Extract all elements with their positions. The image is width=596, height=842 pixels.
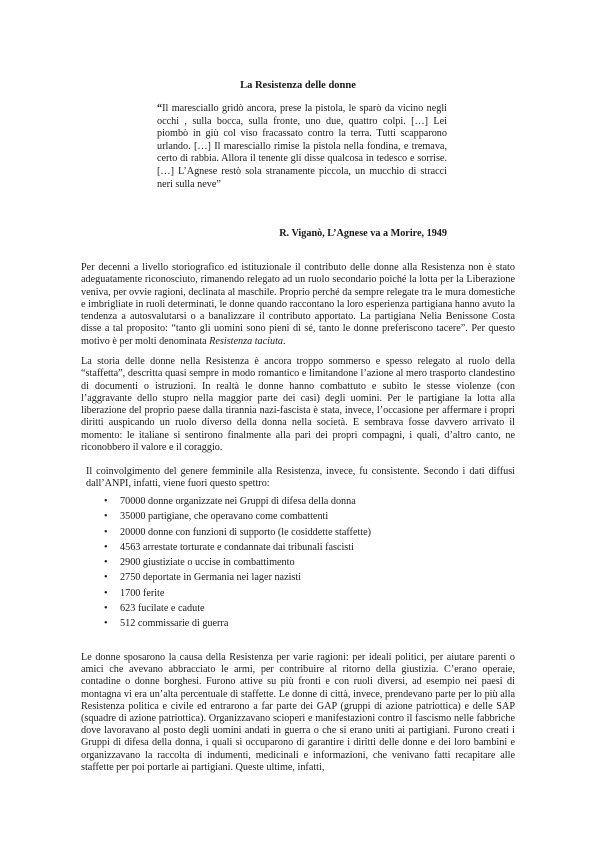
paragraph-4: Le donne sposarono la causa della Resistenza per varie ragioni: per ideali politici, per aiutare parenti o amici che avevano abbracciato le armi, per contribuire al ritorno della giustizia. C’erano operaie, contadine o donne borghesi. Furono attive su più fronti e con ruoli diversi, ad esempio nei paesi di montagna vi era un’alta percentuale di staffette. Le donne di città, invece, prendevano parte per lo più alla Resistenza politica e civile ed entrarono a far parte dei GAP (gruppi di azione patriottica) e delle SAP (squadre di azione patriottica). Organizzavano scioperi e manifestazioni contro il fascismo nelle fabbriche dove lavoravano al posto degli uomini andati in guerra o che si erano uniti ai partigiani. Furono creati i Gruppi di difesa della donna, i quali si occuparono di garantire i diritti delle donne e dei loro bambini e organizzavano la raccolta di indumenti, medicinali e informazioni, che venivano fatti recapitare alle staffette per poi portarle ai partigiani. Queste ultime, infatti, bbox=[81, 652, 515, 773]
paragraph-2: La storia delle donne nella Resistenza è ancora troppo sommerso e spesso relegato al ruolo della “staffetta”, descritta quasi sempre in modo romantico e limitandone l’azione al mero trasporto clandestino di documenti o istruzioni. In realtà le donne hanno combattuto e subito le stesse violenze (con l’aggravante dello stupro nella maggior parte dei casi) degli uomini. Per le partigiane la lotta alla liberazione del proprio paese dalla tirannia nazi-fascista è stata, invece, l’occasione per affermare i propri diritti auspicando un ruolo diverso della donna nella società. E sembrava fosse davvero arrivato il momento: le italiane si sentirono finalmente alla pari dei propri compagni, i quali, d’altro canto, ne riconobbero il valore e il coraggio. bbox=[81, 356, 515, 454]
paragraph-1-text: Per decenni a livello storiografico ed istituzionale il contributo delle donne alla Resistenza non è stato adeguatamente riconosciuto, rimanendo relegato ad un ruolo secondario poiché la lotta per la Liberazione veniva, per ovvie ragioni, declinata al maschile. Proprio perché da sempre relegate tra le mura domestiche e imbrigliate in ruoli determinati, le donne quando raccontano la loro esperienza partigiana hanno avuto la tendenza a autosvalutarsi o a banalizzare il contributo apportato. La partigiana Nelia Benissone Costa disse a tal proposito: “tanto gli uomini sono pieni di sé, tanto le donne preferiscono tacere”. Per questo motivo è per molti denominata bbox=[81, 262, 515, 347]
list-item: • 1700 ferite bbox=[104, 586, 504, 601]
quote-open-mark: “ bbox=[157, 103, 163, 114]
paragraph-3: Il coinvolgimento del genere femminile alla Resistenza, invece, fu consistente. Secondo i dati diffusi dall’ANPI, infatti, viene fuori questo spettro: bbox=[86, 466, 515, 490]
list-item: • 2750 deportate in Germania nei lager nazisti bbox=[104, 570, 504, 585]
list-item: • 2900 giustiziate o uccise in combattimento bbox=[104, 555, 504, 570]
list-item: • 70000 donne organizzate nei Gruppi di difesa della donna bbox=[104, 494, 504, 509]
paragraph-1 bbox=[81, 262, 515, 348]
list-item: • 20000 donne con funzioni di supporto (le cosiddette staffette) bbox=[104, 525, 504, 540]
quote-text: Il maresciallo gridò ancora, prese la pistola, le sparò da vicino negli occhi , sulla bocca, sulla fronte, uno due, quattro colpi. […] Lei piombò in giù col viso fracassato contro la terra. Tutti scapparono urlando. […] Il maresciallo rimise la pistola nella fondina, e tremava, certo di rabbia. Allora il tenente gli disse qualcosa in tedesco e sorrise. […] L’Agnese restò sola stranamente piccola, un mucchio di stracci neri sulla neve” bbox=[157, 103, 447, 190]
list-item: • 623 fucilate e cadute bbox=[104, 601, 504, 616]
list-item: • 4563 arrestate torturate e condannate dai tribunali fascisti bbox=[104, 540, 504, 555]
list-item: • 512 commissarie di guerra bbox=[104, 616, 504, 631]
epigraph-quote bbox=[157, 103, 447, 191]
document-title: La Resistenza delle donne bbox=[240, 80, 356, 91]
paragraph-1-italic: Resistenza taciuta bbox=[209, 335, 284, 347]
quote-attribution: R. Viganò, L’Agnese va a Morire, 1949 bbox=[279, 228, 447, 239]
statistics-list bbox=[104, 494, 504, 632]
paragraph-1-end: . bbox=[283, 335, 286, 347]
list-item: • 35000 partigiane, che operavano come combattenti bbox=[104, 509, 504, 524]
